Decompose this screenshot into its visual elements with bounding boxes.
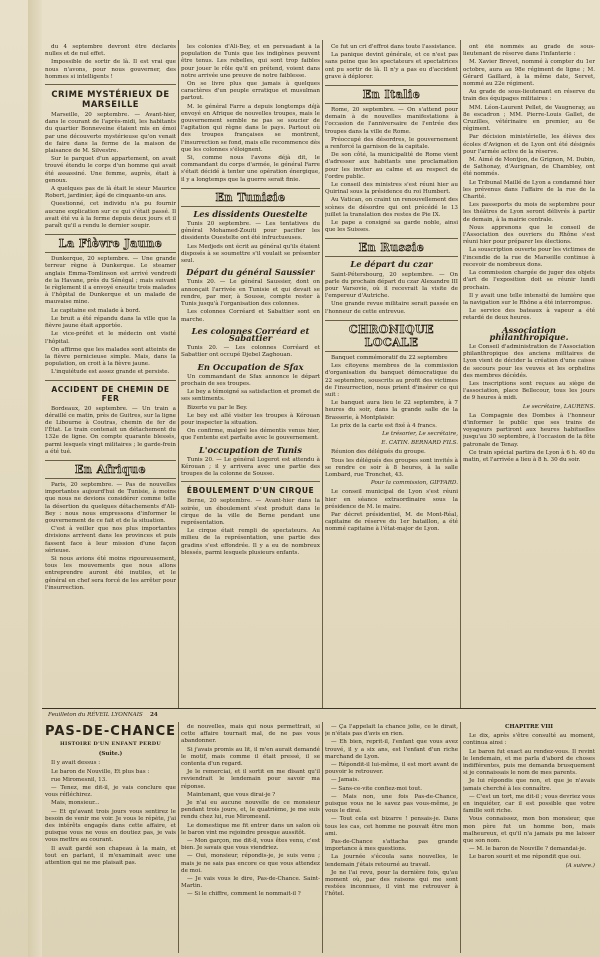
article-text: Tunis 20. — Le général Logerot est attendu à Kérouan ; il y arrivera avec une partie des troupes de la colonne de Sousse. [181,456,320,478]
article-text: Les citoyens membres de la commission d'organisation du banquet démocratique du 22 septembre, souscrits au profit des victimes de l'insurrection, nous prient d'insérer ce qui suit : [325,363,458,398]
story-text: Si j'avais promis au lit, il m'en aurait demandé le motif, mais comme il était pressé, il se contenta d'un regard. [181,746,320,768]
headline-en-russie: En Russie [325,238,458,257]
feuilleton-section [0,708,600,957]
column-rule [322,722,323,953]
article-text: Le cirque était rempli de spectateurs. Au milieu de la représentation, une partie des gradins s'est effondrée. Il y a eu de nombreux blessés, parmi lesquels plusieurs enfants. [181,528,320,556]
story-text: — M. le baron de Nouville ? demandai-je. [469,846,587,853]
article-text: Il y avait une telle intensité de lumière que la navigation sur le Rhône a été interrompue. [463,292,595,306]
article-text: Le Conseil d'administration de l'Association philanthropique des anciens militaires de Lyon vient de décider la création d'une caisse de secours pour les veuves et les orphelins des membres décédés. [463,343,595,379]
divider [45,380,176,381]
article-text: Berne, 20 septembre. — Avant-hier dans la soirée, un éboulement s'est produit dans le cirque de la ville de Berne pendant une représentation. [181,498,320,526]
subhead: Association philanthropique. [489,324,569,342]
chapter-heading: CHAPITRE VIII [504,724,554,730]
divider [181,481,320,482]
headline-en-italie: En Italie [325,85,458,104]
article-text: Tunis 20 septembre. — Les tentatives du général Mohamed-Zouiti pour pacifier les dissidents Ouestelte ont été infructueuses. [181,221,320,242]
signature: Le secrétaire, LAURENS. [522,403,595,410]
article-text: Marseille, 20 septembre. — Avant-hier, dans le courant de l'après-midi, les habitants du quartier Bonneveine étaient mis en émoi par une découverte mystérieuse qu'on venait de faire dans la ferme de la maison de plaisance de M. Silvestre. [45,112,176,155]
story-text: Je ne l'ai revu, pour la dernière fois, qu'au moment où, par des raisons qui me sont restées inconnues, il vint me retrouver à l'hôtel. [325,869,458,898]
feuilleton-suite: (Suite.) [98,751,123,758]
column-3 [325,44,458,708]
signature: Le trésorier, Le secrétaire, [382,430,458,437]
story-text: La journée s'écoula sans nouvelles, le lendemain j'étais retourné au travail. [325,854,458,868]
article-text: Tunis 20. — Le général Saussier, dont on annonçait l'arrivée en Tunisie et qui devait se rendre, par mer, à Sousse, compte rester à Tunis jusqu'à l'organisation des colonnes. [181,279,320,308]
story-text: — Eh bien, reprit-il, l'enfant que vous avez trouvé, il y a six ans, est l'enfant d'un riche marchand de Lyon. [325,739,458,760]
subhead: Départ du général Saussier [186,267,315,278]
subhead: Le départ du czar [350,259,433,270]
article-text: Les inscriptions sont reçues au siège de l'association, place Bellecour, tous les jours de 9 heures à midi. [463,380,595,402]
story-text: — C'est un tort, me dit-il ; vous devriez vous en inquiéter, car il est possible que votre famille soit riche. [463,793,595,815]
headline-accident-chemin-de-fer: ACCIDENT DE CHEMIN DE FER [51,384,170,403]
article-text: Ce train spécial partira de Lyon à 6 h. 40 du matin, et l'arrivée a lieu à 8 h. 30 du soir. [463,449,595,463]
article-text: Au Vatican, on craint un renouvellement des scènes de désordre qui ont précédé le 13 juillet la translation des restes de Pie IX. [325,197,458,218]
article-text: On confirme, malgré les démentis venus hier, que l'entente est parfaite avec le gouvernement. [181,428,320,442]
article-text: Les Medjeds ont écrit au général qu'ils étaient disposés à se soumettre s'il voulait se présenter seul. [181,243,320,265]
feuilleton-column-2 [181,724,320,953]
headline-en-tunisie: En Tunisie [181,188,320,207]
article-text: Les passeports du mois de septembre pour les théâtres de Lyon seront délivrés à partir de demain, à la mairie centrale. [463,202,595,223]
article-text: Le bey est allé visiter les troupes à Kérouan pour inspecter la situation. [181,412,320,426]
signature: E. CATIN. BERNARD FILS. [381,440,458,447]
article-text: De son côté, la municipalité de Rome vient d'adresser aux habitants une proclamation pour les inviter au calme et au respect de l'ordre public. [325,152,458,180]
article-text: Bordeaux, 20 septembre. — Un train a déraillé ce matin, près de Guitres, sur la ligne de Libourne à Coutras, chemin de fer de l'État. Le train contenait un détachement du 132e de ligne. On compte quarante blessés, parmi lesquels vingt militaires ; le garde-frein a été tué. [45,405,176,455]
article-text: Tous les délégués des groupes sont invités à se rendre ce soir à 8 heures, à la salle Lombard, rue Tronchet, 43. [325,457,458,478]
story-text: Le dix, après s'être consulté au moment, continua ainsi : [463,733,595,747]
article-text: Si nous avions été moins rigoureusement, tous les mouvements que nous allons entreprendre auront été inutiles, et le général en chef sera forcé de les arrêter pour l'insurrection. [45,555,176,591]
story-text: — Si le chiffre, comment le nommait-il ? [187,891,301,898]
story-text: de nouvelles, mais qui nous permettrait, si cette affaire tournait mal, de ne pas vous abandonner. [181,724,320,745]
article-text: A quelques pas de là était le sieur Maurice Robert, jardinier, âgé de cinquante-un ans. [45,186,176,200]
article-text: M. le général Farre a depuis longtemps déjà envoyé en Afrique de nouvelles troupes, mais le gouvernement semble ne pas se soucier de l'agitation qui règne dans le pays. Partout où des troupes françaises se montrent, l'insurrection se fond, mais elle recommence dès que les colonnes s'éloignent. [181,103,320,153]
article-text: Impossible de sortir de là. Il est vrai que nous n'avons, pour nous gouverner, des hommes si intelligents ! [45,59,176,80]
column-rule [178,722,179,953]
article-text: Les colonnes Corréard et Sabattier sont en marche. [181,309,320,323]
article-text: Préoccupé des désordres, le gouvernement a renforcé la garnison de la capitale. [325,136,458,151]
article-text: Par décision ministérielle, les élèves des écoles d'Avignon et de Lyon ont été désignés pour l'armée active de la réserve. [463,134,595,155]
article-text: Le prix de la carte est fixé à 4 francs. [331,422,437,429]
article-text: On affirme que les malades sont atteints de la fièvre pernicieuse simple. Mais, dans la population, on croit à la fièvre jaune. [45,346,176,368]
article-text: Ce fut un cri d'effroi dans toute l'assistance. [331,44,457,50]
article-text: M. Xavier Brevet, nommé à compter du 1er octobre, aura au 98e régiment de ligne ; M. Gérard Gaillard, à la même date, Servet, nommé au 22e régiment. [463,59,595,88]
column-4 [463,44,595,708]
column-rule [178,40,179,708]
story-text: — Mais non, une fois Pas-de-Chance, puisque vous ne le savez pas vous-même, je vous le dirai. [325,793,458,815]
article-text: C'est à veiller que nos plus importantes divisions arrivent dans les provinces et puis fassent face à leur mission d'une façon sérieuse. [45,526,176,554]
subhead: En Occupation de Sfax [197,361,304,372]
story-text: — Ça l'appelait la chance jolie, ce le dirait, je n'étais pas d'avis en rien. [325,724,458,738]
article-text: ont été nommés au grade de sous-lieutenant de réserve dans l'infanterie : [463,44,595,58]
story-text: — Et qu'avant trois jours vous sentirez le besoin de venir me voir. Je vous le répète, j'ai des intérêts engagés dans cette affaire, et puisque vous ne vous en doutiez pas, je vais vous mettre au courant. [45,808,176,844]
story-text: Je lui répondis que non, et que je n'avais jamais cherché à les connaître. [463,778,595,792]
divider [45,84,176,85]
column-2 [181,44,320,708]
subhead: Les dissidents Ouestelte [193,208,308,219]
article-text: La panique devint générale, et ce n'est pas sans peine que les spectateurs et spectatrices ont pu sortir de là. Il n'y a pas eu d'accident grave à déplorer. [325,52,458,80]
signature: Pour la commission, GIFFARD. [370,480,458,487]
article-text: Le bey a témoigné sa satisfaction et promet de ses sentiments. [181,389,320,403]
headline-fievre-jaune: La Fièvre Jaune [45,234,176,253]
story-text: Le baron fut exact au rendez-vous. Il revint le lendemain, et me parla d'abord de choses indifférentes, puis me demanda brusquement si je connaissais le nom de mes parents. [463,748,595,777]
article-text: Le bruit a été répandu dans la ville que la fièvre jaune était apportée. [45,315,176,330]
article-text: Un commandant de Sfax annonce le départ prochain de ses troupes. [181,373,320,387]
story-text: Le baron sourit et me répondit que oui. [469,854,581,861]
column-rule [322,40,323,708]
column-1 [45,44,176,708]
article-text: du 4 septembre devront être déclarés nulles et de nul effet. [45,44,176,58]
article-text: Saint-Pétersbourg, 20 septembre. — On parle du prochain départ du czar Alexandre III pour Varsovie, où il recevrait la visite de l'empereur d'Autriche. [325,271,458,300]
headline-crime-marseille: CRIME MYSTÉRIEUX DE MARSEILLE [51,89,170,110]
article-text: Questionné, cet individu n'a pu fournir aucune explication sur ce qui s'était passé. Il avait été vu à la ferme depuis deux jours et il paraît qu'il a rendu le dernier soupir. [45,201,176,230]
article-text: Banquet commémoratif du 22 septembre [331,354,448,361]
article-text: La commission chargée de juger des objets d'art de l'exposition doit se réunir lundi prochain. [463,270,595,291]
article-text: Paris, 20 septembre. — Pas de nouvelles importantes aujourd'hui de Tunisie, à moins que nous ne devions considérer comme telle la désertion du quelques détachements d'Ali-Bey : nous nous empressons d'informer le gouvernement de ce fait et de la situation. [45,481,176,524]
feuilleton-rule [42,708,596,709]
feuilleton-caption: Feuilleton du RÉVEIL LYONNAIS [48,712,143,718]
article-text: Le Tribunal Maillé de Lyon a condamné hier les prévenus dans l'affaire de la rue de la Charité. [463,179,595,201]
story-text: Vous connaissez, mon bon monsieur, que mon père fut un homme bon, mais malheureux, et qu'il n'a jamais pu me laisser que son nom. [463,816,595,845]
story-text: — Répondit-il lui-même, il est mort avant de pouvoir le retrouver. [325,762,458,776]
feuilleton-number: 24 [150,712,158,718]
story-text: Maintenant, que vous dirai-je ? [187,791,276,798]
story-text: Je le remerciai, et il sortit en me disant qu'il reviendrait le lendemain pour savoir ma réponse. [181,769,320,790]
article-text: Le conseil municipal de Lyon s'est réuni hier en séance extraordinaire sous la présidence de M. le maire. [325,489,458,510]
article-text: Une grande revue militaire serait passée en l'honneur de cette entrevue. [325,301,458,315]
story-text: Je n'ai eu aucune nouvelle de ce monsieur pendant trois jours, et, le quatrième, je me suis rendu chez lui, rue Miromesnil. [181,800,320,821]
column-rule [460,722,461,953]
story-text: — Sans-ce-vite confiez-moi tout. [331,785,422,792]
story-text: — Oui, monsieur, répondis-je, je suis venu ; mais je ne sais pas encore ce que vous attendez de moi. [181,853,320,874]
story-text: Il y avait dessus : [51,760,101,767]
article-text: Le pape a consigné sa garde noble, ainsi que les Suisses. [325,220,458,234]
article-text: Réunion des délégués du groupe. [331,449,426,456]
article-text: les colonies d'Ali-Bey, et en persuadant à la population de Tunis que les indigènes peuvent être tenus. Les rebelles, qui sont trop faibles pour jouer le rôle qu'il en prétend, voient dans notre arrivée une preuve de notre faiblesse. [181,44,320,79]
column-rule [460,40,461,708]
story-text: Pas-de-Chance s'attacha pas grande importance à mes questions. [325,839,458,853]
article-text: Dunkerque, 20 septembre. — Une grande terreur règne à Dunkerque. Le steamer anglais Emma-Tomlinson est arrivé vendredi de la Havane, près du Sénégal ; mais suivant le règlement il a envoyé ensuite trois malades à l'hôpital de Dunkerque et un malade de mauvaise mine. [45,256,176,306]
feuilleton-column-1 [45,724,176,953]
headline-en-afrique: En Afrique [45,460,176,479]
article-text: Au grade de sous-lieutenant en réserve du train des équipages militaires : [463,89,595,103]
article-text: Le service des bateaux à vapeur a été retardé de deux heures. [463,308,595,322]
story-text: rue Miromesnil, 13. [51,776,108,783]
article-text: MM. Léon-Laurent Pellet, de Vaugneray, au 8e escadron ; MM. Pierre-Louis Gallet, de Cruzilles, vétérinaire en premier, au 6e régiment. [463,104,595,133]
headline-chronique-locale: CHRONIQUE LOCALE [325,320,458,352]
feuilleton-subtitle: HISTOIRE D'UN ENFANT PERDU [59,741,162,747]
article-text: L'inquiétude est assez grande et persiste. [51,369,170,376]
article-text: Le banquet aura lieu le 22 septembre, à 7 heures du soir, dans la grande salle de la Brasserie, à Montplaisir. [325,400,458,421]
article-text: Si, comme nous l'avons déjà dit, le commandant du corps d'armée, le général Farre s'était décidé à tenter une opération énergique, il y a longtemps que la guerre serait finie. [181,155,320,183]
article-text: Le vice-préfet et le médecin ont visité l'hôpital. [45,331,176,345]
story-text: Il avait gardé son chapeau à la main, et tout en parlant, il m'examinait avec une attention qui ne me plaisait pas. [45,845,176,867]
article-text: La Compagnie des Dombes à l'honneur d'informer le public que ses trains de voyageurs partiront aux heures habituelles jusqu'au 30 septembre, à l'occasion de la fête patronale de Tenay. [463,412,595,448]
story-text: Le domestique me fit entrer dans un salon où le baron vint me rejoindre presque aussitôt. [181,822,320,836]
article-text: On se livre plus que jamais à quelques caractères d'un peuple erratique et musulman partout. [181,81,320,102]
to-be-continued: (A suivre.) [565,862,595,869]
story-text: — Jamais. [331,777,360,784]
feuilleton-column-4 [463,724,595,953]
story-text: — Tout cela est bizarre ! pensais-je. Dans tous les cas, cet homme ne pouvait être mon ami. [325,816,458,837]
story-text: — Je vais vous le dire, Pas-de-Chance. Saint-Martin. [181,876,320,890]
article-text: Le conseil des ministres s'est réuni hier au Quirinal sous la présidence du roi Humbert. [325,182,458,196]
article-text: Le capitaine est malade à bord. [51,307,141,314]
article-text: Sur le parquet d'un appartement, on avait trouvé étendu le corps d'un homme qui avait été assassiné. Une femme, auprès, était à genoux. [45,156,176,184]
article-text: La souscription ouverte pour les victimes de l'incendie de la rue de Marseille continue à recevoir de nombreux dons. [463,247,595,268]
subhead: Les colonnes Corréard et Sabattier [191,325,310,343]
article-text: Par décret présidentiel, M. de Mont-Réal, capitaine de réserve du 1er bataillon, a été nommé capitaine à l'état-major de Lyon. [325,511,458,533]
article-text: Bizerte vu par le Bey. [187,404,248,411]
article-text: Nous apprenons que le conseil de l'Association des ouvriers du Rhône s'est réuni hier pour préparer les élections. [463,224,595,246]
article-text: M. Aimé de Montjon, de Grignon, M. Dubin, de Sathonay, d'Aurignan, de Chambley, ont été nommés. [463,157,595,178]
headline-eboulement-cirque: ÉBOULEMENT D'UN CIRQUE [186,486,315,496]
feuilleton-column-3 [325,724,458,953]
subhead: L'occupation de Tunis [199,444,302,455]
story-text: — Tenez, me dit-il, je vais conclure que vous réfléchirez. [45,785,176,799]
article-text: Rome, 20 septembre. — On s'attend pour demain à de nouvelles manifestations à l'occasion de l'anniversaire de l'entrée des troupes dans la ville de Rome. [325,107,458,135]
story-text: Mais, monsieur... [51,800,100,807]
story-text: Le baron de Nouville, Et plus bas : [51,768,150,775]
feuilleton-title: PAS-DE-CHANCE [45,724,176,739]
story-text: — Mon garçon, me dit-il, vous êtes venu, c'est bien. Je savais que vous viendriez. [181,838,320,852]
article-text: Tunis 20. — Les colonnes Corréard et Sabattier ont occupé Djebel Zaghouan. [181,345,320,359]
